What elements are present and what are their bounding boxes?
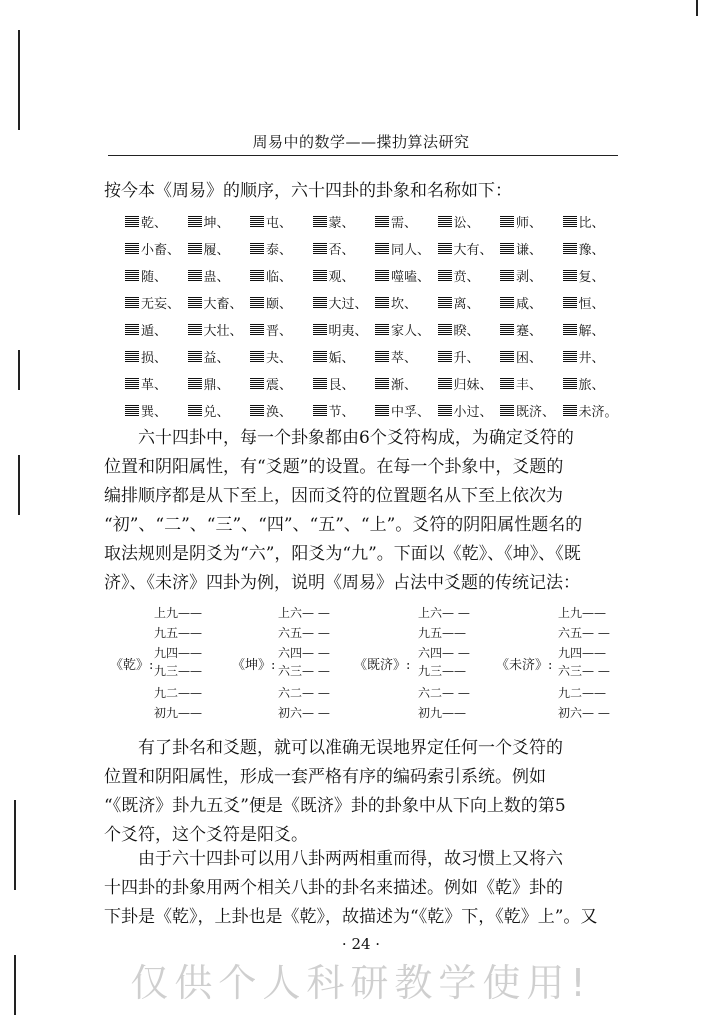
hexagram-symbol-icon: [250, 270, 264, 282]
hexagram-name: 睽、: [453, 324, 480, 339]
yao-line: 六五— —: [558, 626, 610, 640]
hexagram-symbol-icon: [375, 378, 389, 390]
hexagram-symbol-icon: [438, 351, 452, 363]
hexagram-name: 坤、: [203, 216, 230, 231]
running-header: 周易中的数学——揲扐算法研究: [252, 133, 470, 151]
hexagram-name: 困、: [516, 351, 543, 366]
hexagram-cell: [375, 343, 438, 370]
hexagram-symbol-icon: [375, 270, 389, 282]
hexagram-name: 讼、: [453, 216, 480, 231]
hexagram-cell: [375, 262, 438, 289]
hexagram-symbol-icon: [500, 216, 514, 228]
yao-line: 初六— —: [558, 706, 610, 720]
hexagram-symbol-icon: [375, 405, 389, 417]
hexagram-name: 鼎、: [203, 378, 230, 393]
paragraph-line: “初”、“二”、“三”、“四”、“五”、“上”。爻符的阴阳属性题名的: [104, 515, 583, 535]
hexagram-symbol-icon: [438, 405, 452, 417]
scan-edge-mark: [696, 0, 698, 16]
hexagram-name: 家人、: [391, 324, 431, 339]
hexagram-symbol-icon: [125, 270, 139, 282]
hexagram-name: 既济、: [516, 405, 556, 420]
hexagram-cell: [250, 370, 313, 397]
hexagram-name: 离、: [453, 297, 480, 312]
hexagram-name: 小畜、: [141, 243, 181, 258]
hexagram-cell: [313, 343, 376, 370]
yao-line: 上六— —: [278, 606, 330, 620]
hexagram-cell: [438, 262, 501, 289]
hexagram-name: 《乾》:: [110, 658, 154, 673]
hexagram-symbol-icon: [563, 378, 577, 390]
hexagram-symbol-icon: [188, 297, 202, 309]
hexagram-cell: [438, 208, 501, 235]
hexagram-name: 渐、: [391, 378, 418, 393]
hexagram-symbol-icon: [125, 324, 139, 336]
hexagram-cell: [438, 397, 501, 424]
hexagram-name: 兑、: [203, 405, 230, 420]
hexagram-cell: [438, 316, 501, 343]
hexagram-name: 萃、: [391, 351, 418, 366]
hexagram-cell: [125, 397, 188, 424]
hexagram-symbol-icon: [313, 270, 327, 282]
hexagram-symbol-icon: [125, 351, 139, 363]
yao-line: 九四——: [558, 646, 607, 660]
hexagram-name: 蹇、: [516, 324, 543, 339]
hexagram-name: 复、: [578, 270, 605, 285]
hexagram-cell: [125, 208, 188, 235]
hexagram-name: 井、: [578, 351, 605, 366]
hexagram-cell: [188, 208, 251, 235]
hexagram-name: 坎、: [391, 297, 418, 312]
hexagram-name: 大壮、: [203, 324, 243, 339]
hexagram-name: 屯、: [266, 216, 293, 231]
hexagram-cell: [438, 289, 501, 316]
hexagram-symbol-icon: [313, 297, 327, 309]
hexagram-row: [125, 289, 625, 316]
hexagram-cell: [125, 235, 188, 262]
hexagram-cell: [188, 289, 251, 316]
hexagram-name: 大畜、: [203, 297, 243, 312]
hexagram-cell: [563, 235, 626, 262]
hexagram-name: 升、: [453, 351, 480, 366]
yao-line: 上九——: [154, 606, 203, 620]
hexagram-symbol-icon: [250, 378, 264, 390]
paragraph-line: 六十四卦中，每一个卦象都由6个爻符构成，为确定爻符的: [138, 428, 574, 448]
yao-line: 九二——: [154, 686, 203, 700]
hexagram-name: 需、: [391, 216, 418, 231]
hexagram-row: [125, 208, 625, 235]
yao-line: 九三——: [154, 664, 203, 678]
hexagram-cell: [250, 343, 313, 370]
intro-line: 按今本《周易》的顺序，六十四卦的卦象和名称如下：: [104, 181, 512, 201]
hexagram-symbol-icon: [313, 378, 327, 390]
hexagram-symbol-icon: [313, 216, 327, 228]
hexagram-cell: [313, 235, 376, 262]
scan-edge-mark: [18, 455, 20, 515]
yao-line: 六三— —: [558, 664, 610, 678]
yao-line: 上六— —: [418, 606, 470, 620]
hexagram-cell: [125, 370, 188, 397]
hexagram-name: 遁、: [141, 324, 168, 339]
hexagram-symbol-icon: [250, 405, 264, 417]
hexagram-table: [125, 208, 625, 424]
paragraph-line: 下卦是《乾》，上卦也是《乾》，故描述为“《乾》下，《乾》上”。又: [104, 907, 598, 927]
hexagram-name: 旅、: [578, 378, 605, 393]
hexagram-symbol-icon: [563, 216, 577, 228]
hexagram-name: 无妄、: [141, 297, 181, 312]
yao-line: 九三——: [418, 664, 467, 678]
hexagram-cell: [438, 235, 501, 262]
hexagram-cell: [563, 208, 626, 235]
hexagram-symbol-icon: [375, 243, 389, 255]
hexagram-name: 艮、: [328, 378, 355, 393]
hexagram-name: 解、: [578, 324, 605, 339]
hexagram-cell: [500, 397, 563, 424]
hexagram-name: 未济。: [578, 405, 618, 420]
hexagram-name: 蛊、: [203, 270, 230, 285]
paragraph-line: 取法规则是阴爻为“六”，阳爻为“九”。下面以《乾》、《坤》、《既: [104, 544, 581, 564]
hexagram-symbol-icon: [563, 243, 577, 255]
hexagram-row: [125, 235, 625, 262]
page-number: · 24 ·: [341, 935, 381, 953]
hexagram-cell: [375, 370, 438, 397]
hexagram-symbol-icon: [438, 216, 452, 228]
hexagram-symbol-icon: [500, 324, 514, 336]
hexagram-name: 颐、: [266, 297, 293, 312]
hexagram-cell: [250, 208, 313, 235]
hexagram-cell: [563, 370, 626, 397]
hexagram-cell: [438, 343, 501, 370]
hexagram-symbol-icon: [438, 270, 452, 282]
paragraph-line: 编排顺序都是从下至上，因而爻符的位置题名从下至上依次为: [104, 486, 563, 506]
hexagram-cell: [250, 289, 313, 316]
hexagram-name: 节、: [328, 405, 355, 420]
yao-line: 九五——: [418, 626, 467, 640]
hexagram-name: 蒙、: [328, 216, 355, 231]
hexagram-name: 巽、: [141, 405, 168, 420]
hexagram-symbol-icon: [375, 324, 389, 336]
yao-line: 九四——: [154, 646, 203, 660]
hexagram-cell: [313, 316, 376, 343]
hexagram-row: [125, 316, 625, 343]
hexagram-name: 师、: [516, 216, 543, 231]
hexagram-symbol-icon: [125, 405, 139, 417]
watermark: 仅供个人科研教学使用!: [130, 961, 592, 1005]
hexagram-name: 丰、: [516, 378, 543, 393]
hexagram-name: 损、: [141, 351, 168, 366]
hexagram-cell: [250, 235, 313, 262]
hexagram-name: 泰、: [266, 243, 293, 258]
hexagram-cell: [500, 235, 563, 262]
hexagram-row: [125, 343, 625, 370]
hexagram-cell: [188, 397, 251, 424]
yao-examples: [0, 604, 722, 724]
hexagram-symbol-icon: [188, 378, 202, 390]
hexagram-name: 贲、: [453, 270, 480, 285]
paragraph-2: [104, 734, 624, 850]
hexagram-symbol-icon: [500, 243, 514, 255]
paragraph-line: 个爻符，这个爻符是阳爻。: [104, 825, 308, 845]
hexagram-name: 震、: [266, 378, 293, 393]
hexagram-symbol-icon: [563, 405, 577, 417]
hexagram-name: 否、: [328, 243, 355, 258]
hexagram-name: 临、: [266, 270, 293, 285]
hexagram-cell: [375, 235, 438, 262]
hexagram-row: [125, 262, 625, 289]
hexagram-symbol-icon: [250, 243, 264, 255]
hexagram-symbol-icon: [500, 297, 514, 309]
hexagram-symbol-icon: [250, 324, 264, 336]
hexagram-name: 恒、: [578, 297, 605, 312]
hexagram-symbol-icon: [375, 216, 389, 228]
hexagram-cell: [188, 235, 251, 262]
hexagram-name: 夬、: [266, 351, 293, 366]
hexagram-cell: [375, 289, 438, 316]
hexagram-name: 《未济》:: [496, 658, 553, 673]
hexagram-row: [125, 397, 625, 424]
hexagram-cell: [500, 289, 563, 316]
paragraph-1: [104, 424, 624, 598]
hexagram-symbol-icon: [250, 216, 264, 228]
hexagram-cell: [313, 370, 376, 397]
hexagram-name: 剥、: [516, 270, 543, 285]
hexagram-cell: [500, 208, 563, 235]
hexagram-cell: [125, 343, 188, 370]
hexagram-name: 大过、: [328, 297, 368, 312]
hexagram-name: 革、: [141, 378, 168, 393]
hexagram-cell: [313, 397, 376, 424]
hexagram-cell: [563, 397, 626, 424]
hexagram-cell: [250, 262, 313, 289]
yao-line: 六五— —: [278, 626, 330, 640]
hexagram-symbol-icon: [188, 270, 202, 282]
hexagram-cell: [500, 343, 563, 370]
hexagram-name: 中孚、: [391, 405, 431, 420]
hexagram-name: 比、: [578, 216, 605, 231]
hexagram-symbol-icon: [500, 378, 514, 390]
paragraph-line: 由于六十四卦可以用八卦两两相重而得，故习惯上又将六: [138, 849, 563, 869]
hexagram-cell: [375, 397, 438, 424]
header-rule: [108, 155, 618, 156]
hexagram-symbol-icon: [500, 270, 514, 282]
hexagram-symbol-icon: [188, 405, 202, 417]
yao-line: 初六— —: [278, 706, 330, 720]
scan-edge-mark: [18, 30, 20, 130]
hexagram-symbol-icon: [188, 243, 202, 255]
scan-edge-mark: [18, 350, 20, 390]
hexagram-name: 谦、: [516, 243, 543, 258]
hexagram-name: 《既济》:: [354, 658, 411, 673]
hexagram-name: 噬嗑、: [391, 270, 431, 285]
yao-line: 六四— —: [278, 646, 330, 660]
hexagram-name: 小过、: [453, 405, 493, 420]
hexagram-cell: [563, 289, 626, 316]
paragraph-line: 济》、《未济》四卦为例，说明《周易》占法中爻题的传统记法：: [104, 573, 580, 593]
hexagram-cell: [375, 208, 438, 235]
hexagram-cell: [438, 370, 501, 397]
hexagram-cell: [500, 262, 563, 289]
hexagram-symbol-icon: [375, 297, 389, 309]
hexagram-cell: [188, 343, 251, 370]
hexagram-name: 姤、: [328, 351, 355, 366]
yao-line: 初九——: [154, 706, 203, 720]
hexagram-symbol-icon: [313, 405, 327, 417]
yao-line: 六二— —: [278, 686, 330, 700]
hexagram-name: 履、: [203, 243, 230, 258]
paragraph-line: 位置和阴阳属性，有“爻题”的设置。在每一个卦象中，爻题的: [104, 457, 564, 477]
hexagram-cell: [125, 289, 188, 316]
hexagram-name: 同人、: [391, 243, 431, 258]
hexagram-cell: [500, 370, 563, 397]
hexagram-cell: [250, 397, 313, 424]
hexagram-symbol-icon: [313, 243, 327, 255]
hexagram-cell: [313, 289, 376, 316]
paragraph-3: [104, 845, 624, 932]
hexagram-symbol-icon: [125, 297, 139, 309]
paragraph-line: 位置和阴阳属性，形成一套严格有序的编码索引系统。例如: [104, 767, 546, 787]
hexagram-symbol-icon: [438, 378, 452, 390]
hexagram-cell: [250, 316, 313, 343]
hexagram-symbol-icon: [313, 324, 327, 336]
paragraph-line: 十四卦的卦象用两个相关八卦的卦名来描述。例如《乾》卦的: [104, 878, 563, 898]
hexagram-symbol-icon: [250, 351, 264, 363]
hexagram-symbol-icon: [438, 243, 452, 255]
yao-line: 九二——: [558, 686, 607, 700]
hexagram-cell: [375, 316, 438, 343]
hexagram-name: 益、: [203, 351, 230, 366]
yao-line: 九五——: [154, 626, 203, 640]
paragraph-line: “《既济》卦九五爻”便是《既济》卦的卦象中从下向上数的第5: [104, 796, 566, 816]
hexagram-name: 明夷、: [328, 324, 368, 339]
hexagram-symbol-icon: [500, 405, 514, 417]
hexagram-symbol-icon: [250, 297, 264, 309]
hexagram-cell: [313, 208, 376, 235]
hexagram-symbol-icon: [188, 324, 202, 336]
hexagram-symbol-icon: [563, 270, 577, 282]
hexagram-cell: [563, 262, 626, 289]
scan-edge-mark: [14, 800, 16, 890]
hexagram-symbol-icon: [438, 297, 452, 309]
hexagram-cell: [500, 316, 563, 343]
hexagram-symbol-icon: [375, 351, 389, 363]
hexagram-cell: [125, 262, 188, 289]
hexagram-name: 乾、: [141, 216, 168, 231]
hexagram-symbol-icon: [438, 324, 452, 336]
hexagram-symbol-icon: [500, 351, 514, 363]
hexagram-name: 大有、: [453, 243, 493, 258]
hexagram-symbol-icon: [563, 324, 577, 336]
hexagram-symbol-icon: [188, 351, 202, 363]
hexagram-name: 咸、: [516, 297, 543, 312]
hexagram-cell: [125, 316, 188, 343]
hexagram-symbol-icon: [125, 378, 139, 390]
hexagram-row: [125, 370, 625, 397]
hexagram-cell: [563, 316, 626, 343]
hexagram-name: 归妹、: [453, 378, 493, 393]
yao-line: 六三— —: [278, 664, 330, 678]
paragraph-line: 有了卦名和爻题，就可以准确无误地界定任何一个爻符的: [138, 738, 563, 758]
yao-line: 六二— —: [418, 686, 470, 700]
hexagram-cell: [563, 343, 626, 370]
hexagram-cell: [188, 316, 251, 343]
hexagram-name: 随、: [141, 270, 168, 285]
hexagram-symbol-icon: [188, 216, 202, 228]
hexagram-cell: [313, 262, 376, 289]
hexagram-symbol-icon: [563, 351, 577, 363]
hexagram-name: 豫、: [578, 243, 605, 258]
yao-line: 六四— —: [418, 646, 470, 660]
yao-line: 上九——: [558, 606, 607, 620]
hexagram-cell: [188, 262, 251, 289]
hexagram-name: 涣、: [266, 405, 293, 420]
hexagram-symbol-icon: [125, 243, 139, 255]
hexagram-symbol-icon: [563, 297, 577, 309]
yao-line: 初九——: [418, 706, 467, 720]
hexagram-symbol-icon: [125, 216, 139, 228]
hexagram-name: 《坤》:: [232, 658, 276, 673]
hexagram-cell: [188, 370, 251, 397]
hexagram-name: 观、: [328, 270, 355, 285]
hexagram-name: 晋、: [266, 324, 293, 339]
hexagram-symbol-icon: [313, 351, 327, 363]
